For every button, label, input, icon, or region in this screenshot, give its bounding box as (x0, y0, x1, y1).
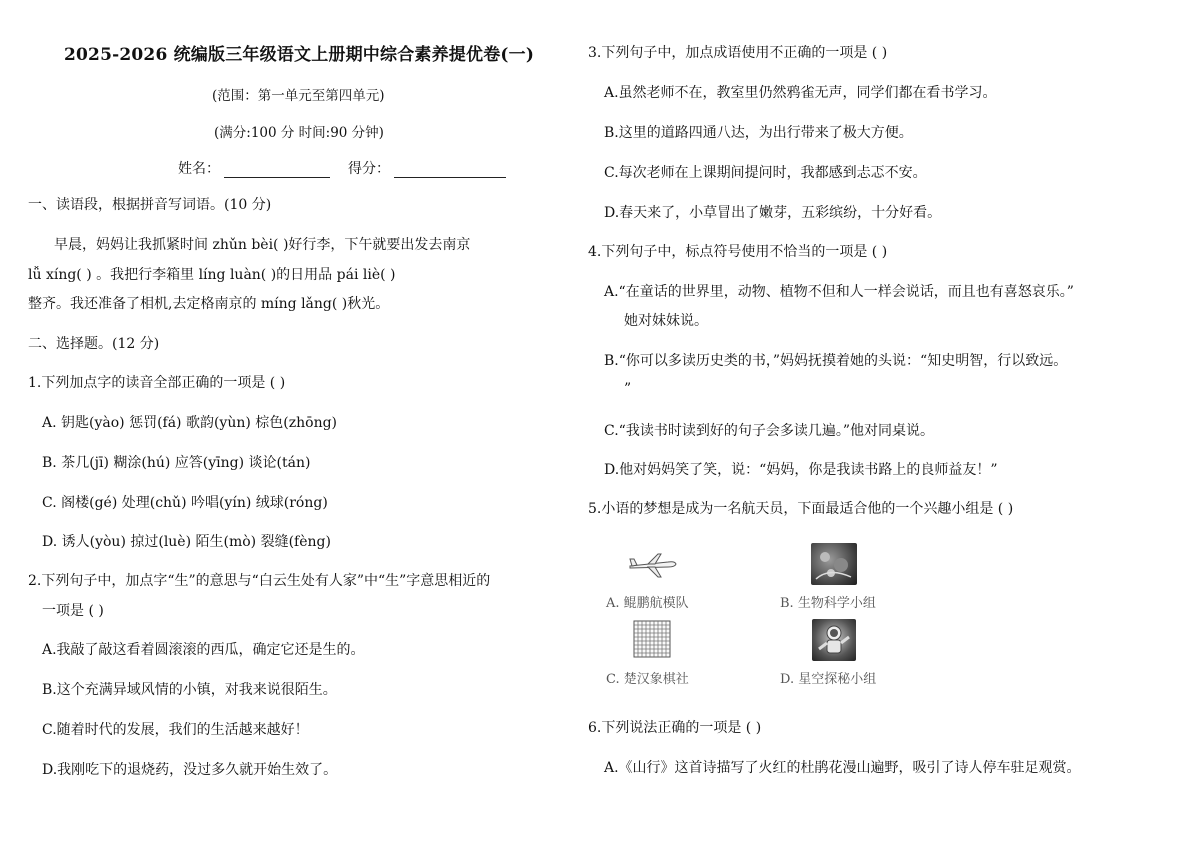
q2-option-d: D.我刚吃下的退烧药，没过多久就开始生效了。 (42, 762, 338, 778)
name-label: 姓名： (178, 161, 220, 177)
q2-option-a: A.我敲了敲这看着圆滚滚的西瓜，确定它还是生的。 (42, 642, 365, 658)
astronaut-icon (812, 619, 856, 661)
q6-stem: 6.下列说法正确的一项是 ( ) (588, 720, 762, 736)
q4-option-a-line1: A.“在童话的世界里，动物、植物不但和人一样会说话，而且也有喜怒哀乐。” (604, 284, 1074, 300)
q2-option-c: C.随着时代的发展，我们的生活越来越好！ (42, 722, 309, 738)
score-blank[interactable] (394, 163, 506, 178)
section1-heading: 一、读语段，根据拼音写词语。(10 分) (28, 197, 272, 213)
section2-heading: 二、选择题。(12 分) (28, 336, 160, 352)
q1-option-d: D. 诱人(yòu) 掠过(luè) 陌生(mò) 裂缝(fèng) (42, 534, 331, 550)
q5-option-d-label: D. 星空探秘小组 (780, 672, 877, 687)
q2-option-b: B.这个充满异域风情的小镇，对我来说很陌生。 (42, 682, 337, 698)
score-field[interactable] (348, 160, 506, 178)
q5-stem: 5.小语的梦想是成为一名航天员，下面最适合他的一个兴趣小组是 ( ) (588, 501, 1014, 517)
airplane-icon (628, 550, 678, 580)
q1-option-c: C. 阁楼(gé) 处理(chǔ) 吟唱(yín) 绒球(róng) (42, 495, 328, 511)
section1-line: lǚ xíng( ) 。我把行李箱里 líng luàn( )的日用品 pái liè( ) (28, 267, 396, 283)
section1-line: 整齐。我还准备了相机,去定格南京的 míng lǎng( )秋光。 (28, 296, 390, 312)
q5-option-b-label: B. 生物科学小组 (780, 596, 876, 611)
section1-line: 早晨，妈妈让我抓紧时间 zhǔn bèi( )好行李，下午就要出发去南京 (54, 237, 471, 253)
score-and-time: (满分:100 分 时间:90 分钟) (214, 125, 384, 141)
q5-option-c-label: C. 楚汉象棋社 (606, 672, 689, 687)
page-title: 2025-2026 统编版三年级语文上册期中综合素养提优卷(一) (64, 45, 535, 65)
q2-stem-line1: 2.下列句子中，加点字“生”的意思与“白云生处有人家”中“生”字意思相近的 (28, 573, 491, 589)
q4-option-c: C.“我读书时读到好的句子会多读几遍。”他对同桌说。 (604, 423, 934, 439)
chessboard-icon (633, 620, 671, 658)
biology-image-icon (811, 543, 857, 585)
q3-option-d: D.春天来了，小草冒出了嫩芽，五彩缤纷，十分好看。 (604, 205, 942, 221)
q4-option-a-line2: 她对妹妹说。 (624, 313, 708, 329)
q5-option-a-label: A. 鲲鹏航模队 (606, 596, 689, 611)
exam-range: (范围：第一单元至第四单元) (212, 88, 385, 104)
q2-stem-line2: 一项是 ( ) (42, 603, 104, 619)
q6-option-a: A.《山行》这首诗描写了火红的杜鹃花漫山遍野，吸引了诗人停车驻足观赏。 (604, 760, 1081, 776)
q4-option-b-line1: B.“你可以多读历史类的书，”妈妈抚摸着她的头说：“知史明智，行以致远。 (604, 353, 1068, 369)
q4-stem: 4.下列句子中，标点符号使用不恰当的一项是 ( ) (588, 244, 888, 260)
q1-stem: 1.下列加点字的读音全部正确的一项是 ( ) (28, 375, 286, 391)
q1-option-a: A. 钥匙(yào) 惩罚(fá) 歌韵(yùn) 棕色(zhōng) (42, 415, 338, 431)
q4-option-b-line2: ” (624, 381, 632, 397)
q3-option-c: C.每次老师在上课期间提问时，我都感到忐忑不安。 (604, 165, 927, 181)
q3-stem: 3.下列句子中，加点成语使用不正确的一项是 ( ) (588, 45, 888, 61)
q3-option-b: B.这里的道路四通八达，为出行带来了极大方便。 (604, 125, 913, 141)
q1-option-b: B. 茶几(jī) 糊涂(hú) 应答(yīng) 谈论(tán) (42, 455, 311, 471)
score-label: 得分： (348, 161, 390, 177)
name-field[interactable] (178, 160, 330, 178)
name-blank[interactable] (224, 163, 330, 178)
q4-option-d: D.他对妈妈笑了笑，说：“妈妈，你是我读书路上的良师益友！” (604, 462, 998, 478)
q3-option-a: A.虽然老师不在，教室里仍然鸦雀无声，同学们都在看书学习。 (604, 85, 997, 101)
